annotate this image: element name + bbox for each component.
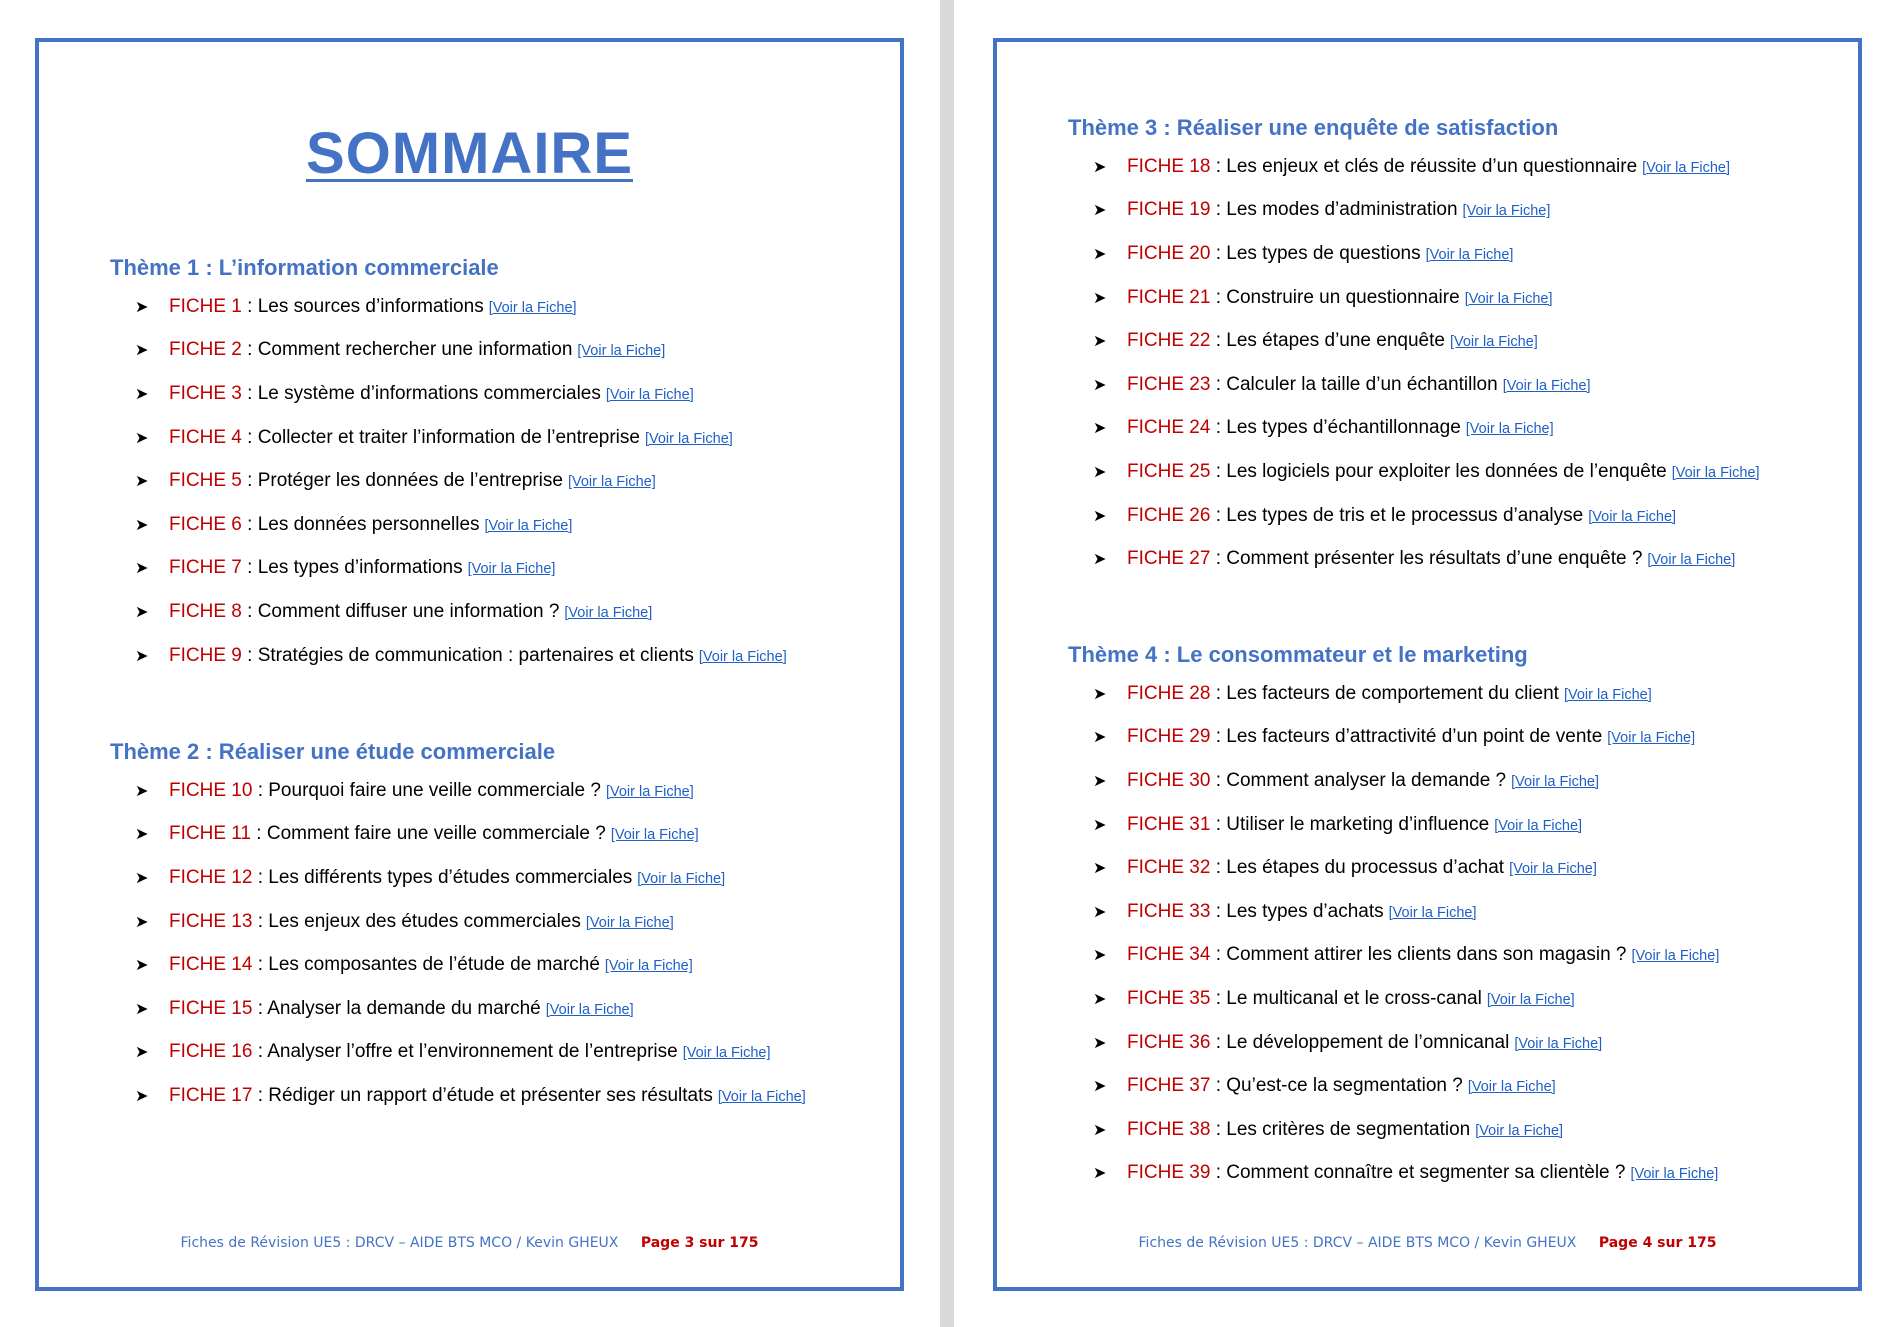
fiche-number: FICHE 9 — [169, 644, 242, 666]
fiche-item — [135, 900, 875, 944]
theme-title: Thème 2 : Réaliser une étude commerciale — [110, 739, 556, 764]
fiche-item — [1093, 319, 1833, 363]
fiche-item — [135, 1031, 875, 1075]
fiche-item — [1093, 1152, 1833, 1196]
arrow-bullet-icon: ➤ — [135, 298, 149, 316]
fiche-item — [1093, 803, 1833, 847]
arrow-bullet-icon: ➤ — [1093, 1121, 1107, 1139]
voir-fiche-link[interactable]: [Voir la Fiche] — [1467, 1079, 1556, 1096]
fiche-item — [135, 285, 875, 329]
voir-fiche-link[interactable]: [Voir la Fiche] — [1647, 552, 1736, 569]
fiche-number: FICHE 38 — [1127, 1118, 1211, 1140]
arrow-bullet-icon: ➤ — [135, 913, 149, 931]
fiche-item — [135, 329, 875, 373]
fiche-number: FICHE 32 — [1127, 857, 1211, 879]
page-footer — [39, 1235, 900, 1251]
fiche-item — [1093, 450, 1833, 494]
arrow-bullet-icon: ➤ — [1093, 947, 1107, 965]
arrow-bullet-icon: ➤ — [1093, 507, 1107, 525]
fiche-title: : Pourquoi faire une veille commerciale ? — [252, 779, 601, 801]
fiche-item — [1093, 759, 1833, 803]
voir-fiche-link[interactable]: [Voir la Fiche] — [577, 343, 666, 360]
arrow-bullet-icon: ➤ — [135, 473, 149, 491]
page-gutter — [940, 0, 954, 1327]
fiche-title: : Les enjeux et clés de réussite d’un questionnaire — [1210, 155, 1638, 177]
fiche-number: FICHE 1 — [169, 295, 242, 317]
fiche-title: : Les données personnelles — [241, 513, 480, 535]
arrow-bullet-icon: ➤ — [1093, 333, 1107, 351]
fiche-title: : Les facteurs de comportement du client — [1210, 682, 1559, 704]
fiche-item — [135, 503, 875, 547]
arrow-bullet-icon: ➤ — [135, 342, 149, 360]
voir-fiche-link[interactable]: [Voir la Fiche] — [610, 827, 699, 844]
fiche-title: : Les types de tris et le processus d’analyse — [1210, 504, 1584, 526]
fiche-title: : Les types d’échantillonnage — [1210, 417, 1461, 439]
fiche-number: FICHE 3 — [169, 382, 242, 404]
fiche-title: : Les enjeux des études commerciales — [252, 910, 581, 932]
footer-text: Fiches de Révision UE5 : DRCV – AIDE BTS MCO / Kevin GHEUX — [180, 1235, 619, 1251]
fiche-number: FICHE 35 — [1127, 987, 1211, 1009]
fiche-item — [1093, 890, 1833, 934]
fiche-title: : Comment connaître et segmenter sa clientèle ? — [1210, 1162, 1626, 1184]
fiche-title: : Le système d’informations commerciales — [241, 382, 601, 404]
arrow-bullet-icon: ➤ — [1093, 158, 1107, 176]
fiche-item — [135, 856, 875, 900]
fiche-item — [1093, 1021, 1833, 1065]
fiche-number: FICHE 16 — [169, 1041, 253, 1063]
fiche-title: : Utiliser le marketing d’influence — [1210, 813, 1490, 835]
fiche-number: FICHE 20 — [1127, 242, 1211, 264]
fiche-number: FICHE 12 — [169, 866, 253, 888]
arrow-bullet-icon: ➤ — [1093, 1078, 1107, 1096]
voir-fiche-link[interactable]: [Voir la Fiche] — [467, 561, 556, 578]
voir-fiche-link[interactable]: [Voir la Fiche] — [1607, 730, 1696, 747]
fiche-item — [1093, 145, 1833, 189]
arrow-bullet-icon: ➤ — [1093, 903, 1107, 921]
fiche-title: : Stratégies de communication : partenaires et clients — [241, 644, 694, 666]
fiche-number: FICHE 10 — [169, 779, 253, 801]
fiche-title: : Analyser la demande du marché — [252, 997, 541, 1019]
fiche-number: FICHE 30 — [1127, 769, 1211, 791]
fiche-item — [1093, 672, 1833, 716]
fiche-number: FICHE 17 — [169, 1084, 253, 1106]
voir-fiche-link[interactable]: [Voir la Fiche] — [1465, 421, 1554, 438]
fiche-title: : Qu’est-ce la segmentation ? — [1210, 1075, 1463, 1097]
document-page-4 — [993, 38, 1862, 1291]
fiche-item — [135, 547, 875, 591]
voir-fiche-link[interactable]: [Voir la Fiche] — [717, 1088, 806, 1105]
fiche-list — [135, 769, 875, 1118]
voir-fiche-link[interactable]: [Voir la Fiche] — [1511, 773, 1599, 790]
fiche-number: FICHE 37 — [1127, 1075, 1211, 1097]
fiche-number: FICHE 18 — [1127, 155, 1211, 177]
fiche-item — [135, 416, 875, 460]
arrow-bullet-icon: ➤ — [1093, 420, 1107, 438]
voir-fiche-link[interactable]: [Voir la Fiche] — [545, 1001, 634, 1018]
voir-fiche-link[interactable]: [Voir la Fiche] — [1642, 159, 1730, 176]
fiche-item — [135, 769, 875, 813]
fiche-title: : Construire un questionnaire — [1210, 286, 1460, 308]
arrow-bullet-icon: ➤ — [135, 603, 149, 621]
arrow-bullet-icon: ➤ — [135, 869, 149, 887]
fiche-item — [1093, 276, 1833, 320]
fiche-item — [1093, 1064, 1833, 1108]
voir-fiche-link[interactable]: [Voir la Fiche] — [1671, 464, 1760, 481]
fiche-title: : Les étapes d’une enquête — [1210, 330, 1445, 352]
fiche-number: FICHE 24 — [1127, 417, 1211, 439]
fiche-item — [1093, 494, 1833, 538]
fiche-list — [1093, 672, 1833, 1195]
voir-fiche-link[interactable]: [Voir la Fiche] — [1494, 817, 1583, 834]
voir-fiche-link[interactable]: [Voir la Fiche] — [1588, 508, 1677, 525]
voir-fiche-link[interactable]: [Voir la Fiche] — [605, 783, 694, 800]
fiche-number: FICHE 33 — [1127, 900, 1211, 922]
voir-fiche-link[interactable]: [Voir la Fiche] — [1514, 1035, 1603, 1052]
arrow-bullet-icon: ➤ — [135, 385, 149, 403]
theme-title: Thème 4 : Le consommateur et le marketing — [1068, 642, 1528, 667]
voir-fiche-link[interactable]: [Voir la Fiche] — [1464, 290, 1553, 307]
fiche-item — [135, 987, 875, 1031]
fiche-title: : Calculer la taille d’un échantillon — [1210, 373, 1498, 395]
fiche-title: : Protéger les données de l’entreprise — [241, 470, 563, 492]
fiche-item — [1093, 537, 1833, 581]
fiche-number: FICHE 2 — [169, 339, 242, 361]
arrow-bullet-icon: ➤ — [1093, 772, 1107, 790]
arrow-bullet-icon: ➤ — [1093, 245, 1107, 263]
arrow-bullet-icon: ➤ — [1093, 1165, 1107, 1183]
arrow-bullet-icon: ➤ — [1093, 202, 1107, 220]
voir-fiche-link[interactable]: [Voir la Fiche] — [1425, 246, 1514, 263]
arrow-bullet-icon: ➤ — [1093, 990, 1107, 1008]
fiche-title: : Les types de questions — [1210, 242, 1421, 264]
fiche-title: : Les sources d’informations — [241, 295, 484, 317]
arrow-bullet-icon: ➤ — [135, 429, 149, 447]
voir-fiche-link[interactable]: [Voir la Fiche] — [1502, 377, 1591, 394]
theme-title: Thème 3 : Réaliser une enquête de satisfaction — [1068, 115, 1559, 140]
fiche-title: : Comment faire une veille commerciale ? — [251, 823, 606, 845]
voir-fiche-link[interactable]: [Voir la Fiche] — [637, 870, 726, 887]
page-number: Page 4 sur 175 — [1598, 1235, 1717, 1251]
fiche-title: : Comment rechercher une information — [241, 339, 573, 361]
fiche-title: : Comment diffuser une information ? — [241, 600, 560, 622]
fiche-title: : Les types d’achats — [1210, 900, 1384, 922]
fiche-item — [135, 813, 875, 857]
fiche-number: FICHE 36 — [1127, 1031, 1211, 1053]
fiche-title: : Analyser l’offre et l’environnement de l’entreprise — [252, 1041, 678, 1063]
fiche-number: FICHE 4 — [169, 426, 242, 448]
voir-fiche-link[interactable]: [Voir la Fiche] — [585, 914, 674, 931]
fiche-number: FICHE 13 — [169, 910, 253, 932]
fiche-title: : Les modes d’administration — [1210, 199, 1458, 221]
arrow-bullet-icon: ➤ — [1093, 289, 1107, 307]
fiche-title: : Les critères de segmentation — [1210, 1118, 1471, 1140]
fiche-title: : Rédiger un rapport d’étude et présenter ses résultats — [252, 1084, 713, 1106]
fiche-item — [1093, 189, 1833, 233]
fiche-number: FICHE 34 — [1127, 944, 1211, 966]
arrow-bullet-icon: ➤ — [135, 782, 149, 800]
arrow-bullet-icon: ➤ — [1093, 816, 1107, 834]
voir-fiche-link[interactable]: [Voir la Fiche] — [698, 648, 787, 665]
voir-fiche-link[interactable]: [Voir la Fiche] — [682, 1045, 771, 1062]
arrow-bullet-icon: ➤ — [1093, 729, 1107, 747]
voir-fiche-link[interactable]: [Voir la Fiche] — [488, 299, 577, 316]
fiche-number: FICHE 19 — [1127, 199, 1211, 221]
fiche-title: : Comment présenter les résultats d’une enquête ? — [1210, 548, 1643, 570]
fiche-item — [1093, 1108, 1833, 1152]
fiche-item — [135, 634, 875, 678]
fiche-item — [135, 1074, 875, 1118]
arrow-bullet-icon: ➤ — [1093, 860, 1107, 878]
voir-fiche-link[interactable]: [Voir la Fiche] — [484, 517, 573, 534]
fiche-number: FICHE 5 — [169, 470, 242, 492]
fiche-number: FICHE 8 — [169, 600, 242, 622]
arrow-bullet-icon: ➤ — [135, 1044, 149, 1062]
fiche-title: : Les étapes du processus d’achat — [1210, 857, 1505, 879]
fiche-title: : Collecter et traiter l’information de l’entreprise — [241, 426, 640, 448]
voir-fiche-link[interactable]: [Voir la Fiche] — [644, 430, 733, 447]
fiche-title: : Comment analyser la demande ? — [1210, 769, 1507, 791]
fiche-number: FICHE 7 — [169, 557, 242, 579]
voir-fiche-link[interactable]: [Voir la Fiche] — [1631, 948, 1720, 965]
voir-fiche-link[interactable]: [Voir la Fiche] — [1388, 904, 1477, 921]
fiche-item — [135, 459, 875, 503]
voir-fiche-link[interactable]: [Voir la Fiche] — [1563, 686, 1652, 703]
fiche-number: FICHE 29 — [1127, 726, 1211, 748]
voir-fiche-link[interactable]: [Voir la Fiche] — [1462, 203, 1551, 220]
arrow-bullet-icon: ➤ — [1093, 1034, 1107, 1052]
fiche-title: : Les logiciels pour exploiter les données de l’enquête — [1210, 460, 1667, 482]
voir-fiche-link[interactable]: [Voir la Fiche] — [1475, 1122, 1564, 1139]
fiche-list — [135, 285, 875, 677]
arrow-bullet-icon: ➤ — [135, 560, 149, 578]
theme-title: Thème 1 : L’information commerciale — [110, 255, 499, 280]
fiche-number: FICHE 28 — [1127, 682, 1211, 704]
fiche-item — [1093, 716, 1833, 760]
arrow-bullet-icon: ➤ — [135, 826, 149, 844]
arrow-bullet-icon: ➤ — [135, 647, 149, 665]
fiche-item — [1093, 232, 1833, 276]
voir-fiche-link[interactable]: [Voir la Fiche] — [605, 386, 694, 403]
fiche-title: : Le multicanal et le cross-canal — [1210, 987, 1482, 1009]
fiche-number: FICHE 14 — [169, 954, 253, 976]
fiche-title: : Le développement de l’omnicanal — [1210, 1031, 1510, 1053]
arrow-bullet-icon: ➤ — [1093, 376, 1107, 394]
fiche-title: : Les composantes de l’étude de marché — [252, 954, 600, 976]
voir-fiche-link[interactable]: [Voir la Fiche] — [604, 958, 693, 975]
voir-fiche-link[interactable]: [Voir la Fiche] — [564, 604, 653, 621]
fiche-item — [135, 372, 875, 416]
fiche-number: FICHE 26 — [1127, 504, 1211, 526]
fiche-item — [1093, 846, 1833, 890]
fiche-number: FICHE 21 — [1127, 286, 1211, 308]
fiche-title: : Les différents types d’études commerciales — [252, 866, 633, 888]
footer-text: Fiches de Révision UE5 : DRCV – AIDE BTS MCO / Kevin GHEUX — [1138, 1235, 1577, 1251]
fiche-list — [1093, 145, 1833, 581]
arrow-bullet-icon: ➤ — [135, 957, 149, 975]
voir-fiche-link[interactable]: [Voir la Fiche] — [567, 474, 656, 491]
arrow-bullet-icon: ➤ — [1093, 551, 1107, 569]
fiche-number: FICHE 22 — [1127, 330, 1211, 352]
fiche-number: FICHE 31 — [1127, 813, 1211, 835]
arrow-bullet-icon: ➤ — [1093, 685, 1107, 703]
fiche-item — [135, 943, 875, 987]
voir-fiche-link[interactable]: [Voir la Fiche] — [1509, 861, 1597, 878]
voir-fiche-link[interactable]: [Voir la Fiche] — [1630, 1166, 1719, 1183]
arrow-bullet-icon: ➤ — [1093, 463, 1107, 481]
fiche-title: : Les types d’informations — [241, 557, 463, 579]
arrow-bullet-icon: ➤ — [135, 1000, 149, 1018]
fiche-item — [1093, 934, 1833, 978]
voir-fiche-link[interactable]: [Voir la Fiche] — [1449, 334, 1538, 351]
document-title: SOMMAIRE — [306, 121, 633, 186]
fiche-item — [1093, 363, 1833, 407]
document-page-3 — [35, 38, 904, 1291]
arrow-bullet-icon: ➤ — [135, 516, 149, 534]
fiche-number: FICHE 15 — [169, 997, 253, 1019]
fiche-number: FICHE 6 — [169, 513, 242, 535]
page-number: Page 3 sur 175 — [640, 1235, 759, 1251]
fiche-title: : Les facteurs d’attractivité d’un point de vente — [1210, 726, 1603, 748]
fiche-number: FICHE 23 — [1127, 373, 1211, 395]
fiche-item — [135, 590, 875, 634]
page-footer — [997, 1235, 1858, 1251]
fiche-item — [1093, 407, 1833, 451]
fiche-number: FICHE 25 — [1127, 460, 1211, 482]
voir-fiche-link[interactable]: [Voir la Fiche] — [1486, 991, 1575, 1008]
fiche-title: : Comment attirer les clients dans son magasin ? — [1210, 944, 1627, 966]
fiche-item — [1093, 977, 1833, 1021]
fiche-number: FICHE 27 — [1127, 548, 1211, 570]
arrow-bullet-icon: ➤ — [135, 1087, 149, 1105]
fiche-number: FICHE 11 — [169, 823, 252, 845]
fiche-number: FICHE 39 — [1127, 1162, 1211, 1184]
